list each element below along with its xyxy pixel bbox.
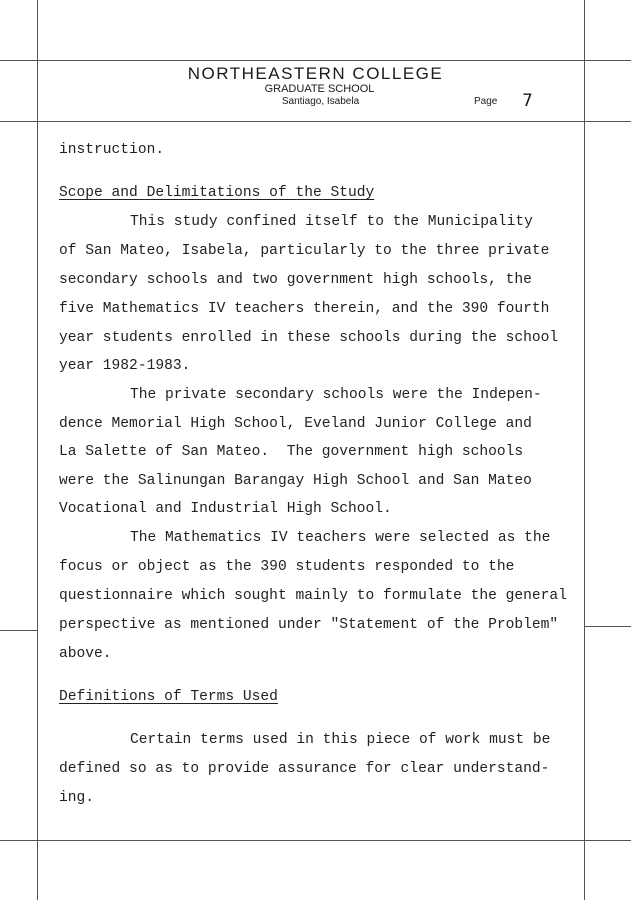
- paragraph-line: Vocational and Industrial High School.: [59, 501, 392, 517]
- right-margin-rule: [584, 0, 585, 900]
- paragraph-line: questionnaire which sought mainly to formulate the general: [59, 588, 567, 604]
- section-heading-scope: Scope and Delimitations of the Study: [59, 185, 375, 201]
- paragraph-line: defined so as to provide assurance for clear understand-: [59, 761, 550, 777]
- college-name: NORTHEASTERN COLLEGE: [187, 64, 444, 83]
- paragraph-line: perspective as mentioned under "Statement of the Problem": [59, 617, 559, 633]
- paragraph-line: The Mathematics IV teachers were selected as the: [130, 530, 551, 546]
- page-label: Page: [474, 96, 498, 107]
- college-location: Santiago, Isabela: [281, 96, 360, 107]
- paragraph-line: This study confined itself to the Municipality: [130, 214, 533, 230]
- graduate-school-label: GRADUATE SCHOOL: [264, 83, 375, 95]
- paragraph-line: focus or object as the 390 students responded to the: [59, 559, 515, 575]
- paragraph-line: The private secondary schools were the Indepen-: [130, 387, 542, 403]
- paragraph-line: secondary schools and two government high schools, the: [59, 272, 532, 288]
- left-margin-rule: [37, 0, 38, 900]
- paragraph-line: of San Mateo, Isabela, particularly to the three private: [59, 243, 550, 259]
- paragraph-line: year students enrolled in these schools during the school: [59, 330, 559, 346]
- paragraph-line: were the Salinungan Barangay High School and San Mateo: [59, 473, 532, 489]
- paragraph-line: La Salette of San Mateo. The government high schools: [59, 444, 524, 460]
- paragraph-line: year 1982-1983.: [59, 358, 191, 374]
- left-tick-rule: [0, 630, 37, 631]
- header-bottom-rule: [0, 121, 631, 122]
- page-number: 7: [522, 91, 533, 111]
- paragraph-line: ing.: [59, 790, 95, 806]
- paragraph-line: five Mathematics IV teachers therein, and the 390 fourth: [59, 301, 550, 317]
- section-heading-definitions: Definitions of Terms Used: [59, 689, 278, 705]
- intro-line: instruction.: [59, 142, 165, 158]
- right-tick-rule: [584, 626, 631, 627]
- paragraph-line: above.: [59, 646, 112, 662]
- footer-rule: [0, 840, 631, 841]
- paragraph-line: dence Memorial High School, Eveland Junior College and: [59, 416, 532, 432]
- paragraph-line: Certain terms used in this piece of work must be: [130, 732, 551, 748]
- top-rule: [0, 60, 631, 61]
